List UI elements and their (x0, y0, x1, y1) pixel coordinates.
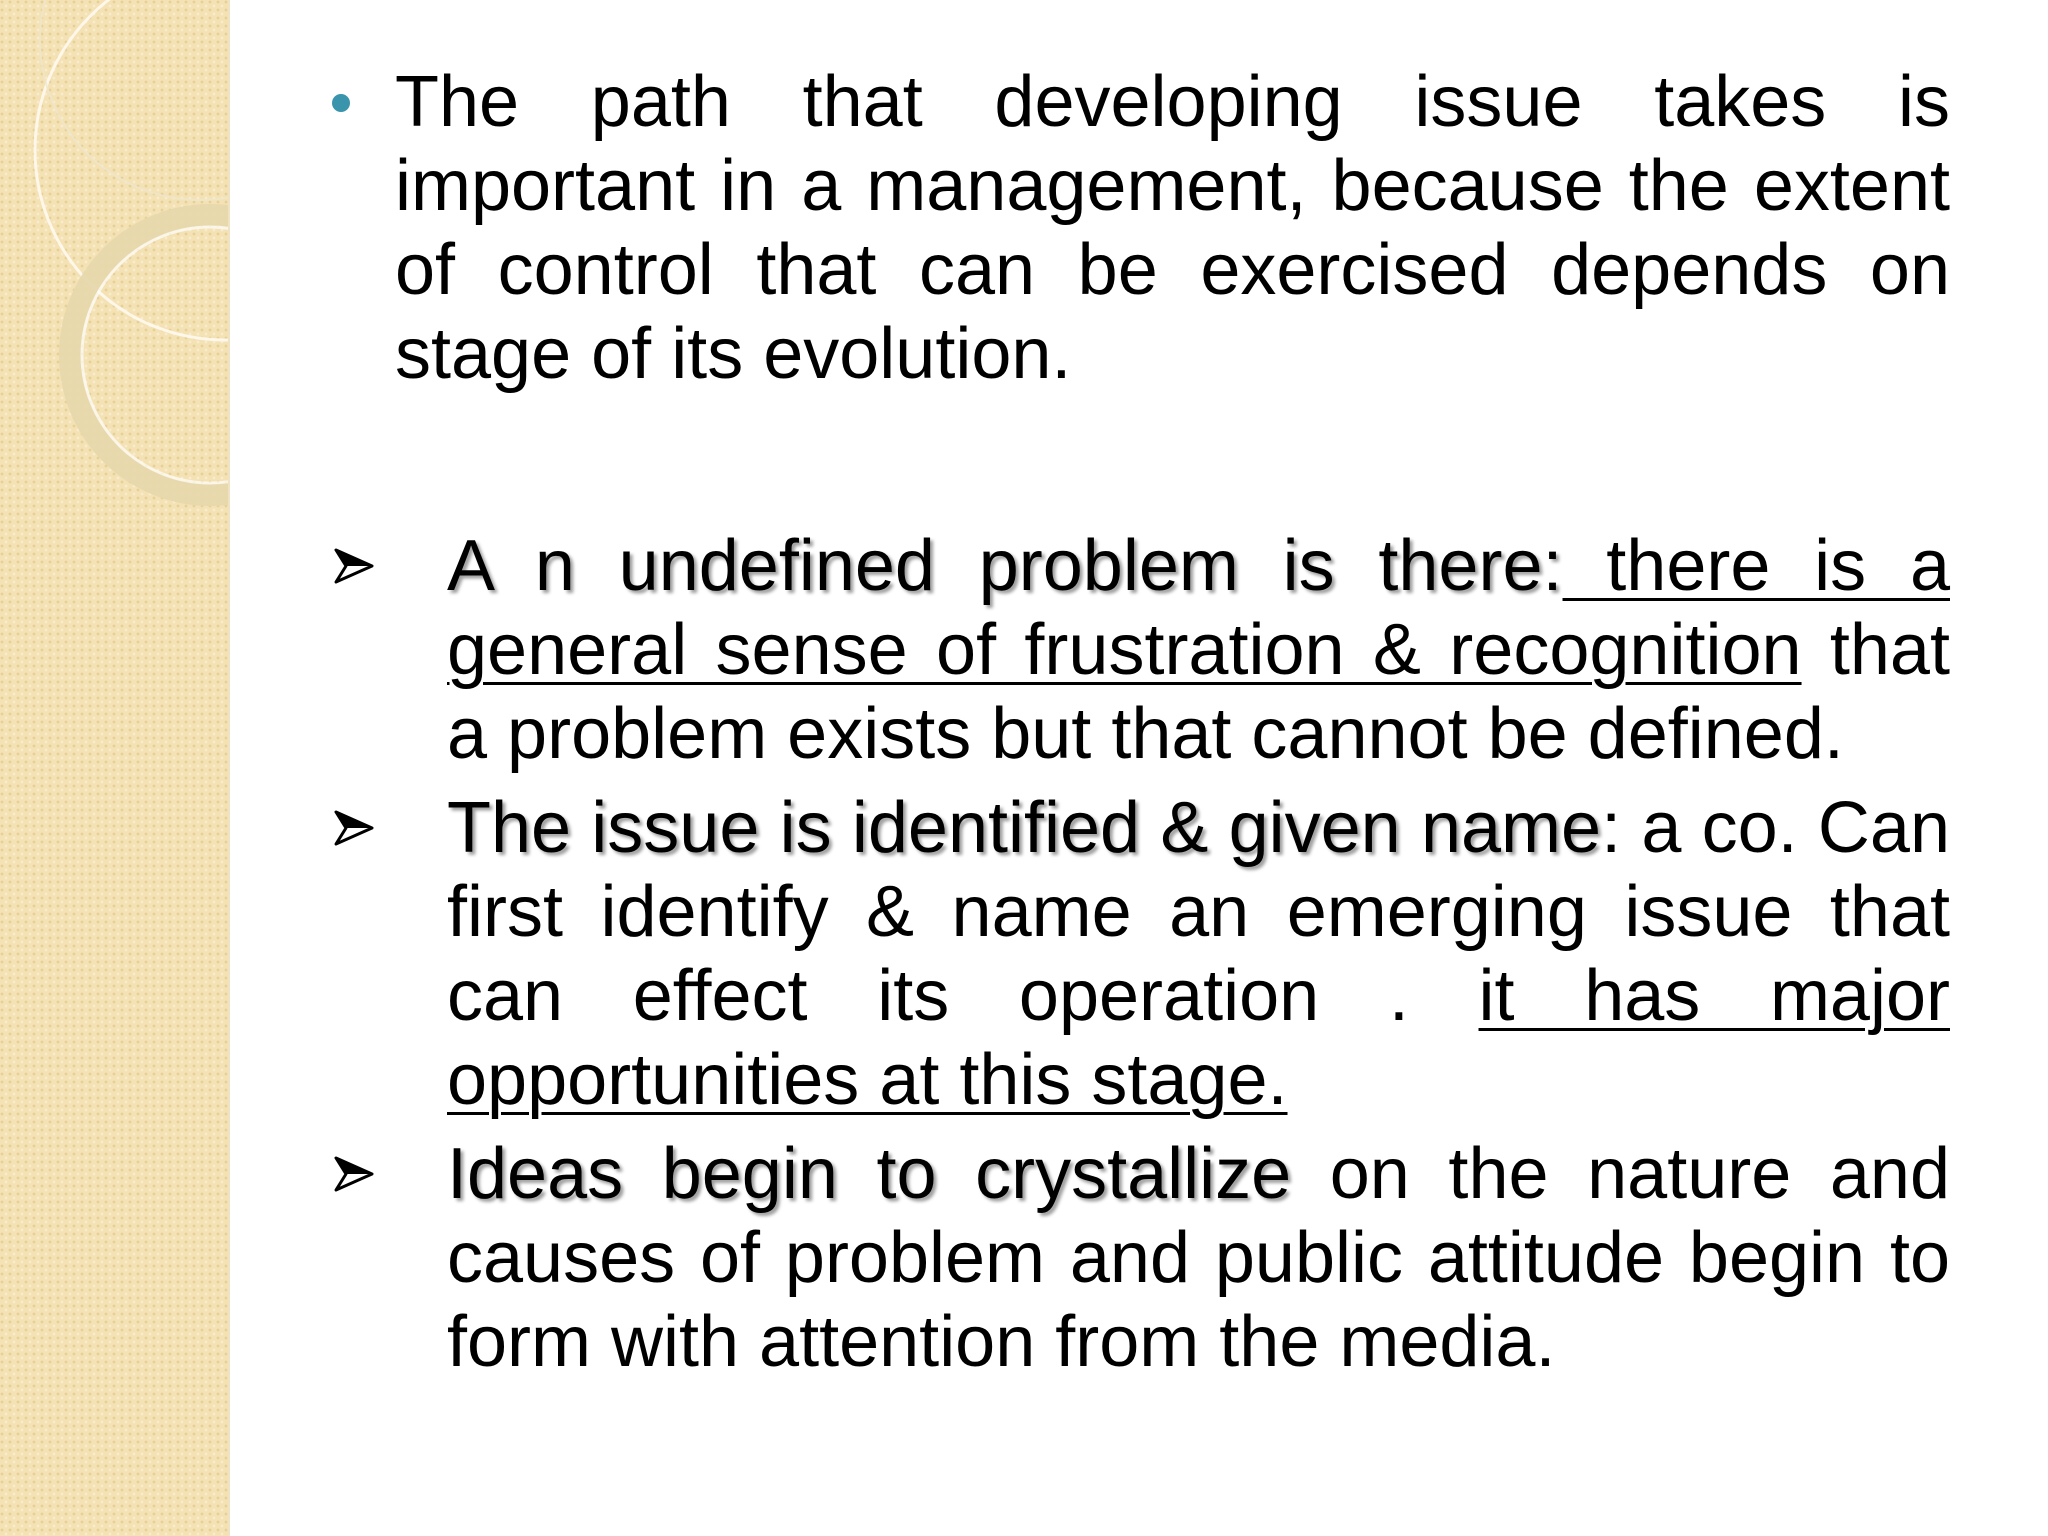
stage-text: on the nature and causes of problem and public attitude begin to form with attention from the media. (447, 1134, 1950, 1382)
arrowhead-bullet-icon (332, 806, 376, 850)
stage-heading: Ideas begin to crystallize (447, 1134, 1292, 1214)
stage-item-undefined-problem (330, 524, 1950, 776)
stage-item-issue-identified (330, 786, 1950, 1122)
arrowhead-bullet-icon (332, 544, 376, 588)
stage-underlined-text: there is a general sense of frustration & recognition (447, 526, 1950, 690)
stage-underlined-text: it has major opportunities at this stage. (447, 956, 1950, 1120)
decorative-rings-graphic (0, 0, 228, 1536)
decorative-side-panel (0, 0, 230, 1536)
arrowhead-bullet-icon (332, 1152, 376, 1196)
stage-heading: A n undefined problem is there: (447, 526, 1563, 606)
slide-content (330, 60, 1950, 1394)
intro-bullet-item (330, 60, 1950, 396)
round-bullet-icon (332, 94, 350, 112)
stage-heading: The issue is identified & given name (447, 788, 1602, 868)
stage-item-ideas-crystallize (330, 1132, 1950, 1384)
stage-text: that a problem exists but that cannot be defined. (447, 610, 1950, 774)
intro-paragraph: The path that developing issue takes is important in a management, because the extent of control that can be exercised depends on stage of its evolution. (395, 62, 1950, 394)
stage-text: : a co. Can first identify & name an emerging issue that can effect its operation . (447, 788, 1951, 1036)
